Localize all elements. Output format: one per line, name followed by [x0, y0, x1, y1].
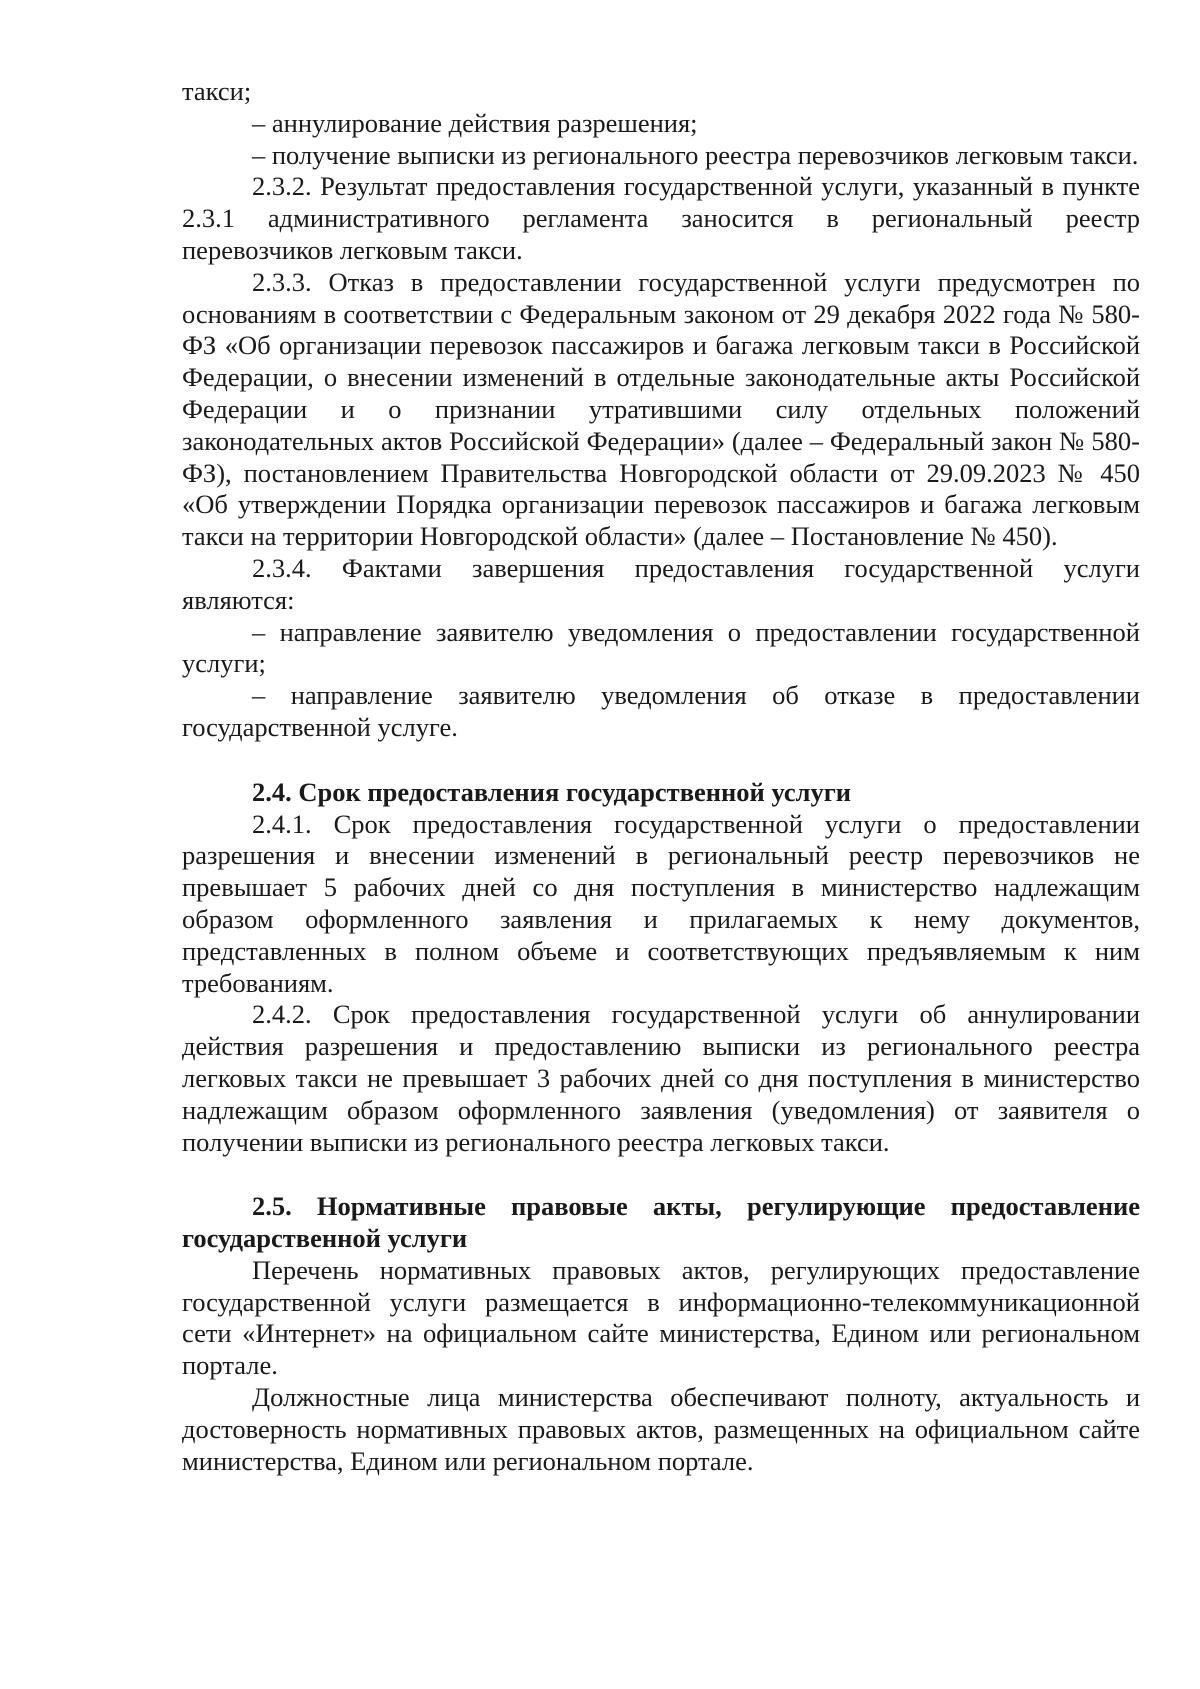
list-item-notification-granted: – направление заявителю уведомления о предоставлении государственной услуги;	[182, 616, 1140, 679]
paragraph-2-4-1: 2.4.1. Срок предоставления государственной услуги о предоставлении разрешения и внесении изменений в региональный реестр перевозчиков не превышает 5 рабочих дней со дня поступления в министерство надлежащим образом оформленного заявления и прилагаемых к нему документов, представленных в полном объеме и соответствующих предъявляемым к ним требованиям.	[182, 808, 1140, 998]
paragraph-continuation: такси;	[182, 76, 252, 106]
list-item-notification-refused: – направление заявителю уведомления об отказе в предоставлении государственной услуге.	[182, 680, 1140, 742]
section-heading-2-5: 2.5. Нормативные правовые акты, регулирующие предоставление государственной услуги	[182, 1191, 1140, 1254]
paragraph-2-5-officials: Должностные лица министерства обеспечивают полноту, актуальность и достоверность нормативных правовых актов, размещенных на официальном сайте министерства, Едином или региональном портале.	[182, 1382, 1140, 1476]
paragraph-2-3-2: 2.3.2. Результат предоставления государственной услуги, указанный в пункте 2.3.1 административного регламента заносится в региональный реестр перевозчиков легковым такси.	[182, 171, 1140, 265]
list-item-registry-extract: – получение выписки из регионального реестра перевозчиков легковым такси.	[252, 139, 1139, 170]
paragraph-2-4-2: 2.4.2. Срок предоставления государственной услуги об аннулировании действия разрешения и предоставлению выписки из регионального реестра легковых такси не превышает 3 рабочих дней со дня поступления в министерство надлежащим образом оформленного заявления (уведомления) от заявителя о получении выписки из регионального реестра легковых такси.	[182, 999, 1140, 1157]
paragraph-2-5-list: Перечень нормативных правовых актов, регулирующих предоставление государственной услуги размещается в информационно-телекоммуникационной сети «Интернет» на официальном сайте министерства, Едином или региональном портале.	[182, 1254, 1140, 1381]
section-heading-2-4: 2.4. Срок предоставления государственной услуги	[252, 776, 852, 807]
paragraph-2-3-4: 2.3.4. Фактами завершения предоставления государственной услуги являются:	[182, 552, 1140, 615]
list-item-annulment: – аннулирование действия разрешения;	[252, 107, 698, 138]
paragraph-2-3-3: 2.3.3. Отказ в предоставлении государственной услуги предусмотрен по основаниям в соответствии с Федеральным законом от 29 декабря 2022 года № 580-ФЗ «Об организации перевозок пассажиров и багажа легковым такси в Российской Федерации, о внесении изменений в отдельные законодательные акты Российской Федерации и о признании утратившими силу отдельных положений законодательных актов Российской Федерации» (далее – Федеральный закон № 580-ФЗ), постановлением Правительства Новгородской области от 29.09.2023 № 450 «Об утверждении Порядка организации перевозок пассажиров и багажа легковым такси на территории Новгородской области» (далее – Постановление № 450).	[182, 266, 1140, 552]
document-page	[182, 76, 1140, 1477]
